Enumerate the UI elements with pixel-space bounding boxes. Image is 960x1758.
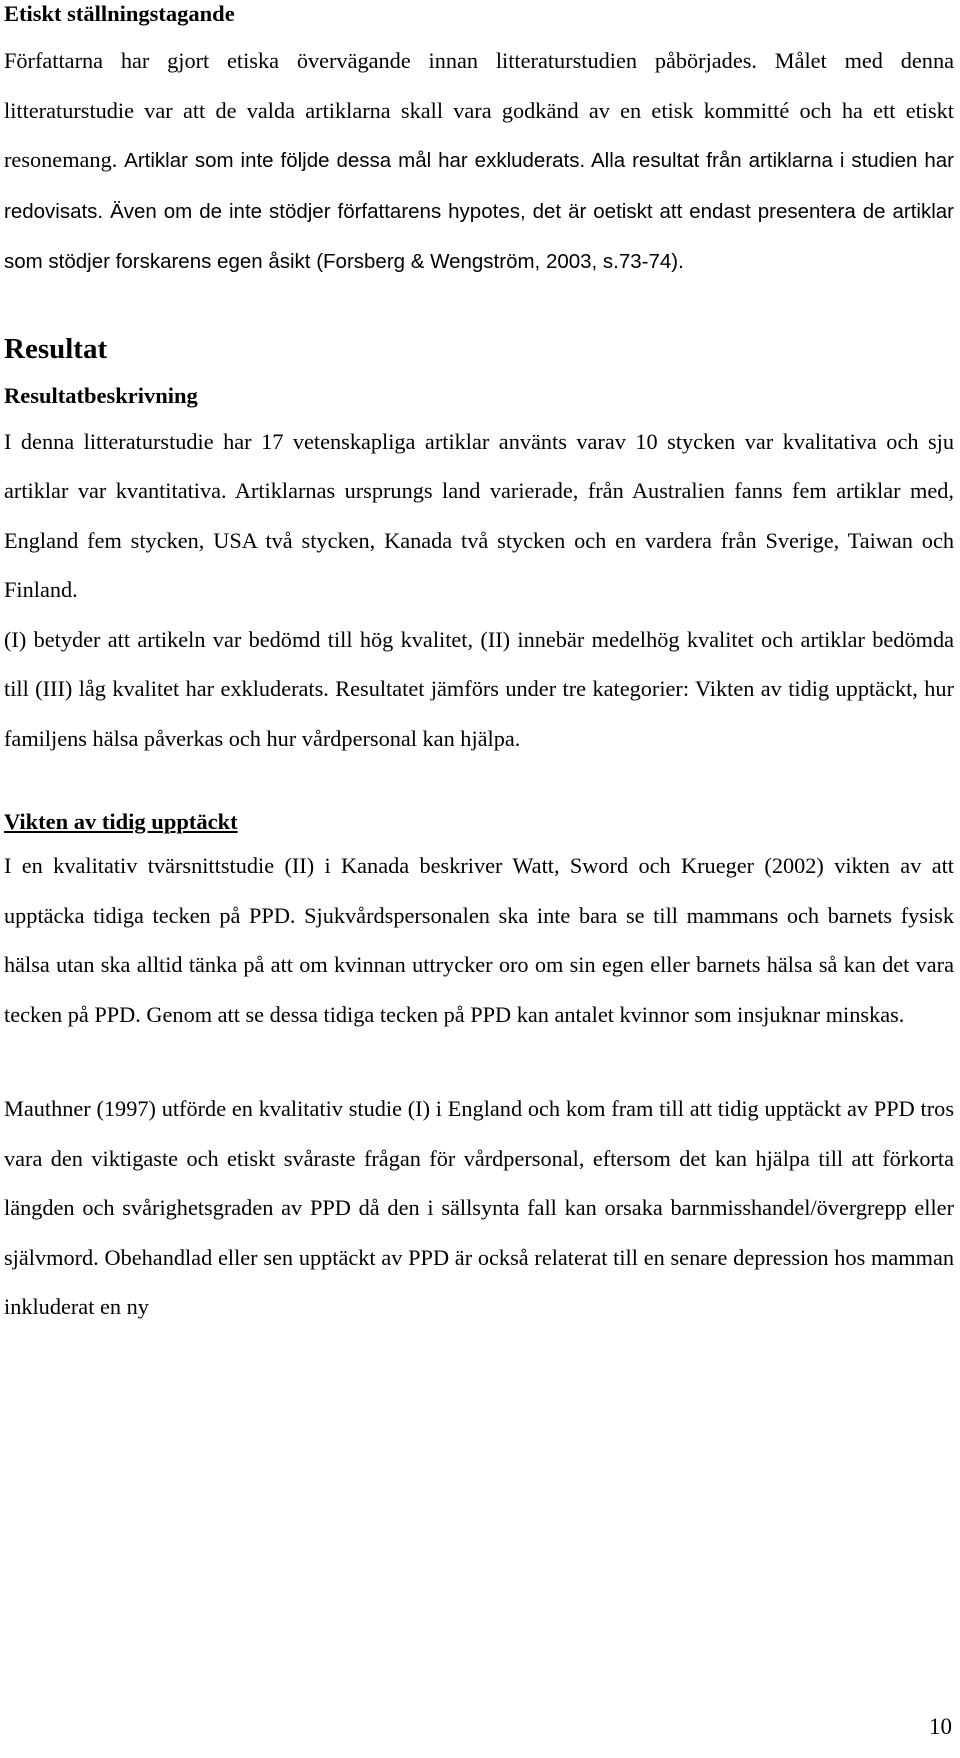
early-detection-paragraph-1: I en kvalitativ tvärsnittstudie (II) i Kanada beskriver Watt, Sword och Krueger (2002) vikten av att upptäcka tidiga tecken på PPD. Sjukvårdspersonalen ska inte bara se till mammans och barnets fysisk hälsa utan ska alltid tänka på att om kvinnan uttrycker oro om sin egen eller barnets hälsa så kan det vara tecken på PPD. Genom att se dessa tidiga tecken på PPD kan antalet kvinnor som insjuknar minskas. <box>4 853 954 1027</box>
ethics-text-serif: Författarna har gjort etiska övervägande innan litteraturstudien påbörjades. Målet med denna litteraturstudie var att de valda artiklarna skall vara godkänd av en etisk kommitté och ha ett etiskt resonemang. <box>4 48 954 172</box>
results-paragraph-2: (I) betyder att artikeln var bedömd till hög kvalitet, (II) innebär medelhög kvalitet och artiklar bedömda till (III) låg kvalitet har exkluderats. Resultatet jämförs under tre kategorier: Vikten av tidig upptäckt, hur familjens hälsa påverkas och hur vårdpersonal kan hjälpa. <box>4 626 954 751</box>
section-heading-results: Resultat <box>4 332 108 365</box>
page-number: 10 <box>929 1714 952 1739</box>
subheading-result-description: Resultatbeskrivning <box>4 382 198 408</box>
ethics-text-sans: Artiklar som inte följde dessa mål har exkluderats. Alla resultat från artiklarna i studien har redovisats. Även om de inte stödjer författarens hypotes, det är oetiskt att endast presentera de artiklar som stödjer forskarens egen åsikt (Forsberg & Wengström, 2003, s.73-74). <box>4 149 954 273</box>
section-heading-ethics: Etiskt ställningstagande <box>4 1 235 26</box>
early-detection-paragraph-2: Mauthner (1997) utförde en kvalitativ studie (I) i England och kom fram till att tidig upptäckt av PPD tros vara den viktigaste och etiskt svåraste frågan för vårdpersonal, eftersom det kan hjälpa till att förkorta längden och svårighetsgraden av PPD då den i sällsynta fall kan orsaka barnmisshandel/övergrepp eller självmord. Obehandlad eller sen upptäckt av PPD är också relaterat till en senare depression hos mamman inkluderat en ny <box>4 1096 954 1319</box>
results-paragraph-1: I denna litteraturstudie har 17 vetenskapliga artiklar använts varav 10 stycken var kvalitativa och sju artiklar var kvantitativa. Artiklarnas ursprungs land varierade, från Australien fanns fem artiklar med, England fem stycken, USA två stycken, Kanada två stycken och en vardera från Sverige, Taiwan och Finland. <box>4 428 954 602</box>
section-heading-early-detection: Vikten av tidig upptäckt <box>4 809 238 834</box>
ethics-paragraph <box>4 36 954 287</box>
document-page <box>4 0 954 1332</box>
